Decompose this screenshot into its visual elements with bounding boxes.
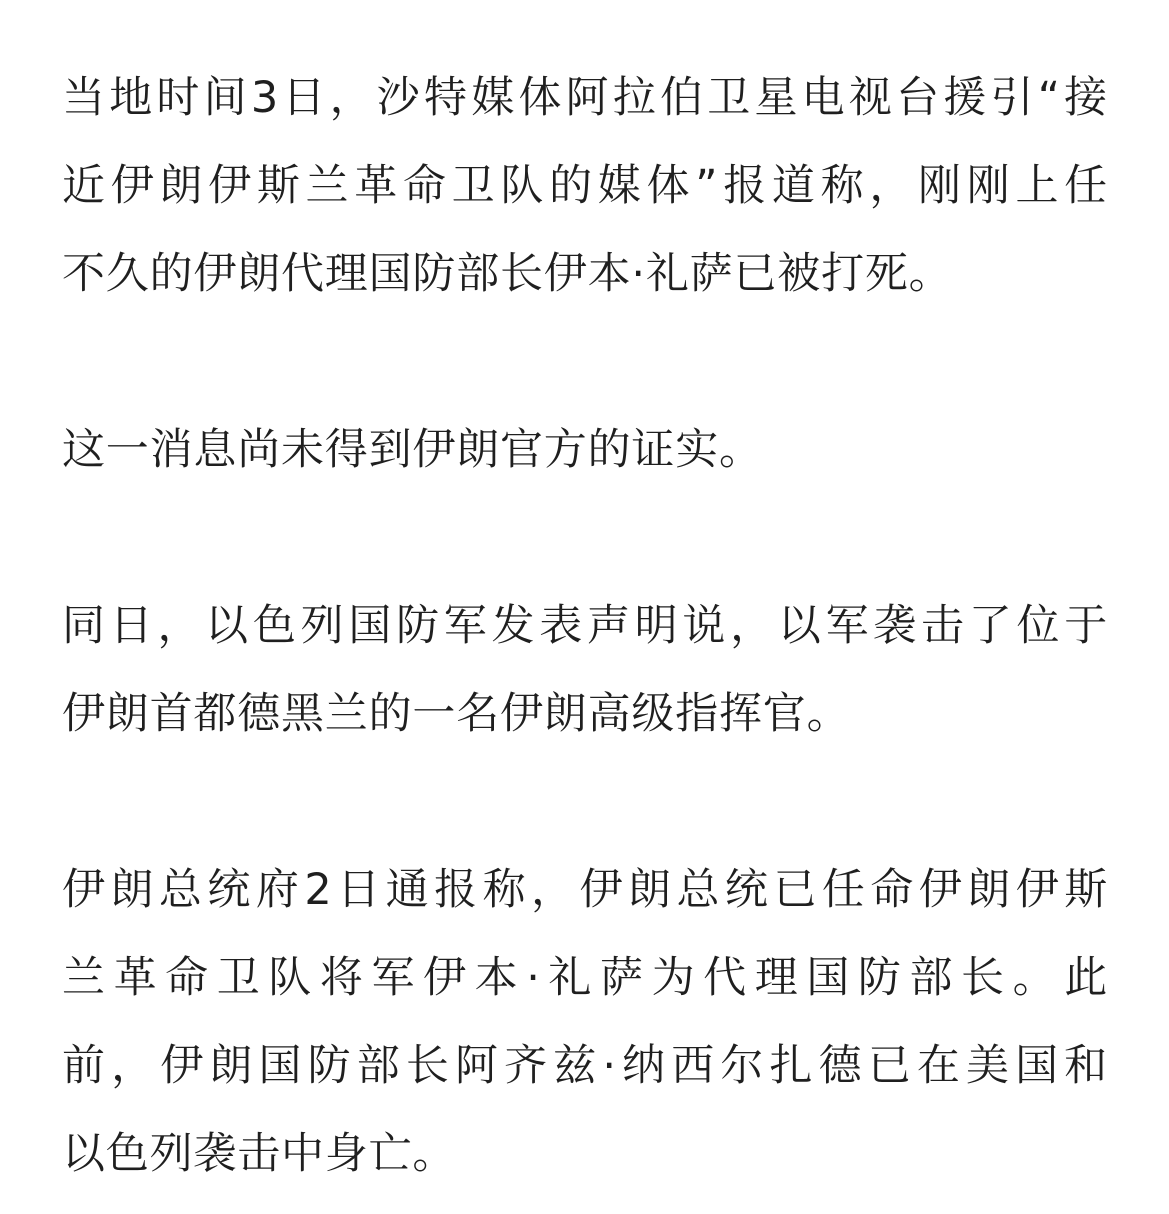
paragraph-3 xyxy=(62,582,1108,758)
article-body xyxy=(62,54,1108,1198)
text-line: 当地时间3日，沙特媒体阿拉伯卫星电视台援引“接 xyxy=(62,73,1108,123)
text-line: 前，伊朗国防部长阿齐兹·纳西尔扎德已在美国和 xyxy=(62,1041,1108,1091)
text-line: 兰革命卫队将军伊本·礼萨为代理国防部长。此 xyxy=(62,953,1108,1003)
text-line: 以色列袭击中身亡。 xyxy=(62,1129,457,1179)
paragraph-4 xyxy=(62,846,1108,1198)
text-line: 伊朗总统府2日通报称，伊朗总统已任命伊朗伊斯 xyxy=(62,865,1108,915)
text-line: 同日，以色列国防军发表声明说，以军袭击了位于 xyxy=(62,601,1108,651)
text-line: 近伊朗伊斯兰革命卫队的媒体”报道称，刚刚上任 xyxy=(62,161,1108,211)
paragraph-2 xyxy=(62,406,1108,494)
paragraph-1 xyxy=(62,54,1108,318)
text-line: 不久的伊朗代理国防部长伊本·礼萨已被打死。 xyxy=(62,249,953,299)
text-line: 这一消息尚未得到伊朗官方的证实。 xyxy=(62,425,763,475)
text-line: 伊朗首都德黑兰的一名伊朗高级指挥官。 xyxy=(62,689,851,739)
